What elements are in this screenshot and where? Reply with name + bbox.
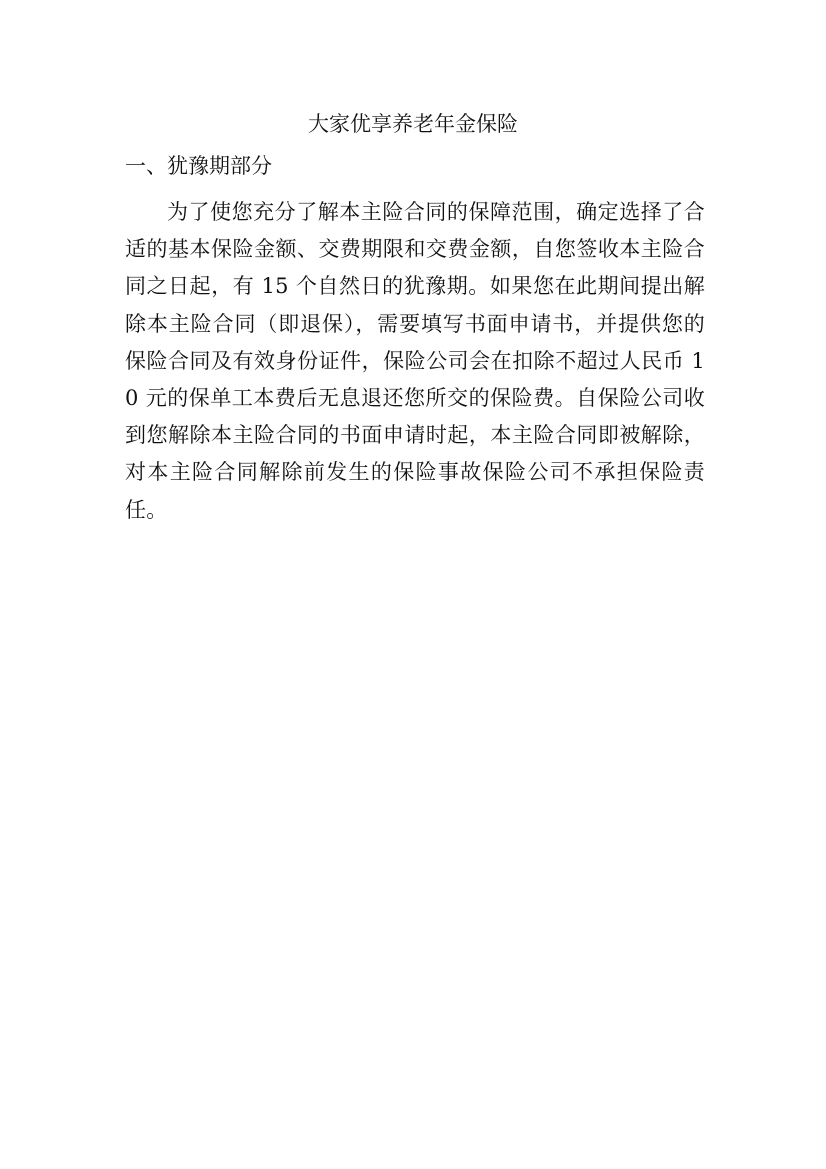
document-title: 大家优享养老年金保险 (308, 112, 518, 136)
body-paragraph: 为了使您充分了解本主险合同的保障范围，确定选择了合适的基本保险金额、交费期限和交费金额，自您签收本主险合同之日起，有 15 个自然日的犹豫期。如果您在此期间提出解除本主险合同（即退保），需要填写书面申请书，并提供您的保险合同及有效身份证件，保险公司会在扣除不超过人民币 10 元的保单工本费后无息退还您所交的保险费。自保险公司收到您解除本主险合同的书面申请时起，本主险合同即被解除，对本主险合同解除前发生的保险事故保险公司不承担保险责任。 (125, 200, 705, 522)
section-heading: 一、犹豫期部分 (125, 154, 272, 178)
